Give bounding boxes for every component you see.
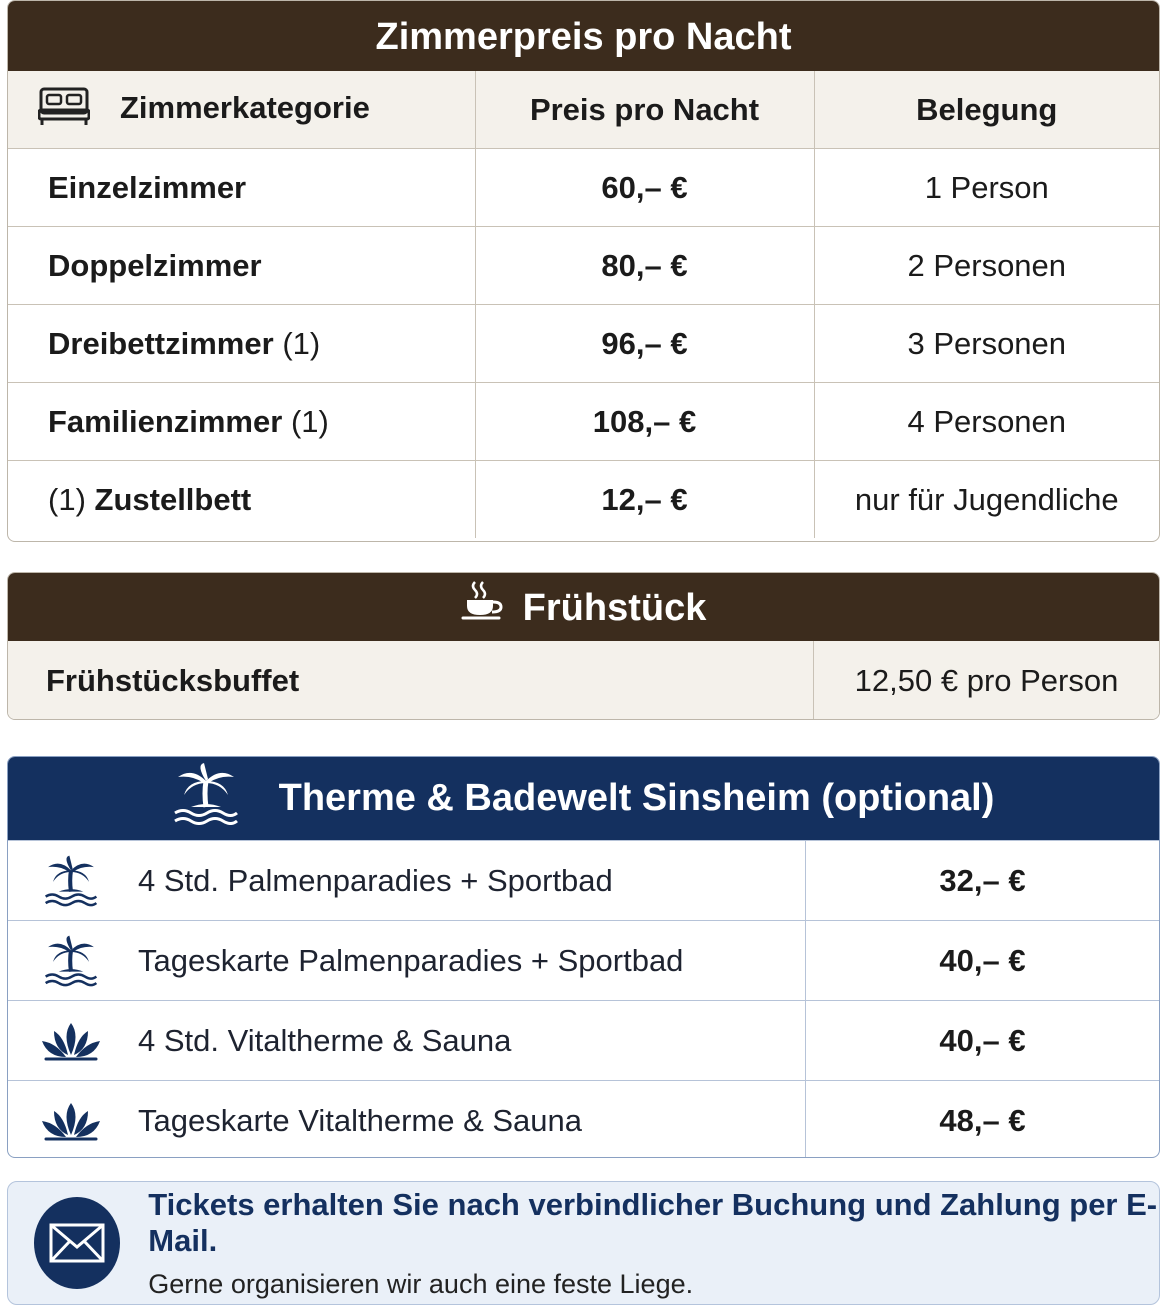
breakfast-panel — [7, 572, 1160, 720]
room-price-table — [8, 71, 1159, 538]
room-name-cell — [8, 227, 475, 305]
table-row — [8, 840, 1159, 920]
header-category-label: Zimmerkategorie — [120, 89, 370, 125]
therme-item-label: 4 Std. Vitaltherme & Sauna — [128, 1001, 806, 1080]
breakfast-row — [8, 641, 1159, 720]
room-price: 96,– € — [475, 305, 814, 383]
room-note: (1) — [282, 325, 321, 361]
room-price: 108,– € — [475, 383, 814, 461]
table-row — [8, 1080, 1159, 1158]
therme-item-label: Tageskarte Vitaltherme & Sauna — [128, 1081, 806, 1158]
extra-bed-name: Zustellbett — [94, 481, 252, 517]
therme-item-label: 4 Std. Palmenparadies + Sportbad — [128, 841, 806, 920]
breakfast-item: Frühstücksbuffet — [8, 641, 814, 720]
therme-panel — [7, 756, 1160, 1158]
ticket-info-title: Tickets erhalten Sie nach verbindlicher Buchung und Zahlung per E-Mail. — [148, 1186, 1158, 1258]
therme-item-price: 40,– € — [939, 942, 1026, 978]
extra-bed-note: nur für Jugendliche — [854, 481, 1119, 517]
bed-icon — [38, 86, 90, 134]
header-price: Preis pro Nacht — [475, 71, 814, 149]
room-name: Doppelzimmer — [48, 247, 262, 283]
table-row — [8, 1000, 1159, 1080]
ticket-info-text — [148, 1187, 1159, 1300]
table-row — [8, 920, 1159, 1000]
room-note: (1) — [290, 403, 329, 439]
room-occupancy: 3 Personen — [814, 305, 1159, 383]
room-name: Dreibettzimmer — [48, 325, 274, 361]
breakfast-price: 12,50 € pro Person — [854, 663, 1119, 698]
header-category — [8, 71, 475, 149]
therme-item-label: Tageskarte Palmenparadies + Sportbad — [128, 921, 806, 1000]
mail-icon — [34, 1197, 120, 1289]
lotus-icon — [8, 1001, 128, 1080]
room-price-title: Zimmerpreis pro Nacht — [8, 1, 1159, 71]
table-row — [8, 383, 1159, 461]
room-occupancy: 4 Personen — [814, 383, 1159, 461]
therme-item-price: 40,– € — [939, 1022, 1026, 1058]
palm-icon — [8, 921, 128, 1000]
therme-item-price: 32,– € — [939, 862, 1026, 898]
therme-header — [8, 757, 1159, 840]
breakfast-header — [8, 573, 1159, 641]
room-name-cell — [8, 383, 475, 461]
table-row — [8, 227, 1159, 305]
room-price: 80,– € — [475, 227, 814, 305]
ticket-info-subtitle: Gerne organisieren wir auch eine feste Liege. — [148, 1268, 694, 1299]
ticket-info-box — [7, 1181, 1160, 1305]
room-price: 60,– € — [475, 149, 814, 227]
therme-item-price: 48,– € — [939, 1102, 1026, 1138]
extra-bed-prefix: (1) — [48, 481, 86, 517]
room-price-panel — [7, 0, 1160, 542]
header-occupancy: Belegung — [814, 71, 1159, 149]
room-occupancy: 2 Personen — [814, 227, 1159, 305]
room-occupancy: 1 Person — [814, 149, 1159, 227]
table-row — [8, 461, 1159, 539]
therme-title: Therme & Badewelt Sinsheim (optional) — [278, 777, 995, 819]
table-row — [8, 305, 1159, 383]
extra-bed-price: 12,– € — [475, 461, 814, 539]
breakfast-title: Frühstück — [522, 587, 707, 629]
lotus-icon — [8, 1081, 128, 1158]
palm-icon — [8, 841, 128, 920]
room-name-cell — [8, 149, 475, 227]
room-name: Einzelzimmer — [48, 169, 247, 205]
table-header-row — [8, 71, 1159, 149]
table-row — [8, 149, 1159, 227]
extra-bed-cell — [8, 461, 475, 539]
room-name: Familienzimmer — [48, 403, 283, 439]
palm-icon — [173, 763, 239, 835]
coffee-cup-icon — [461, 575, 505, 645]
room-name-cell — [8, 305, 475, 383]
